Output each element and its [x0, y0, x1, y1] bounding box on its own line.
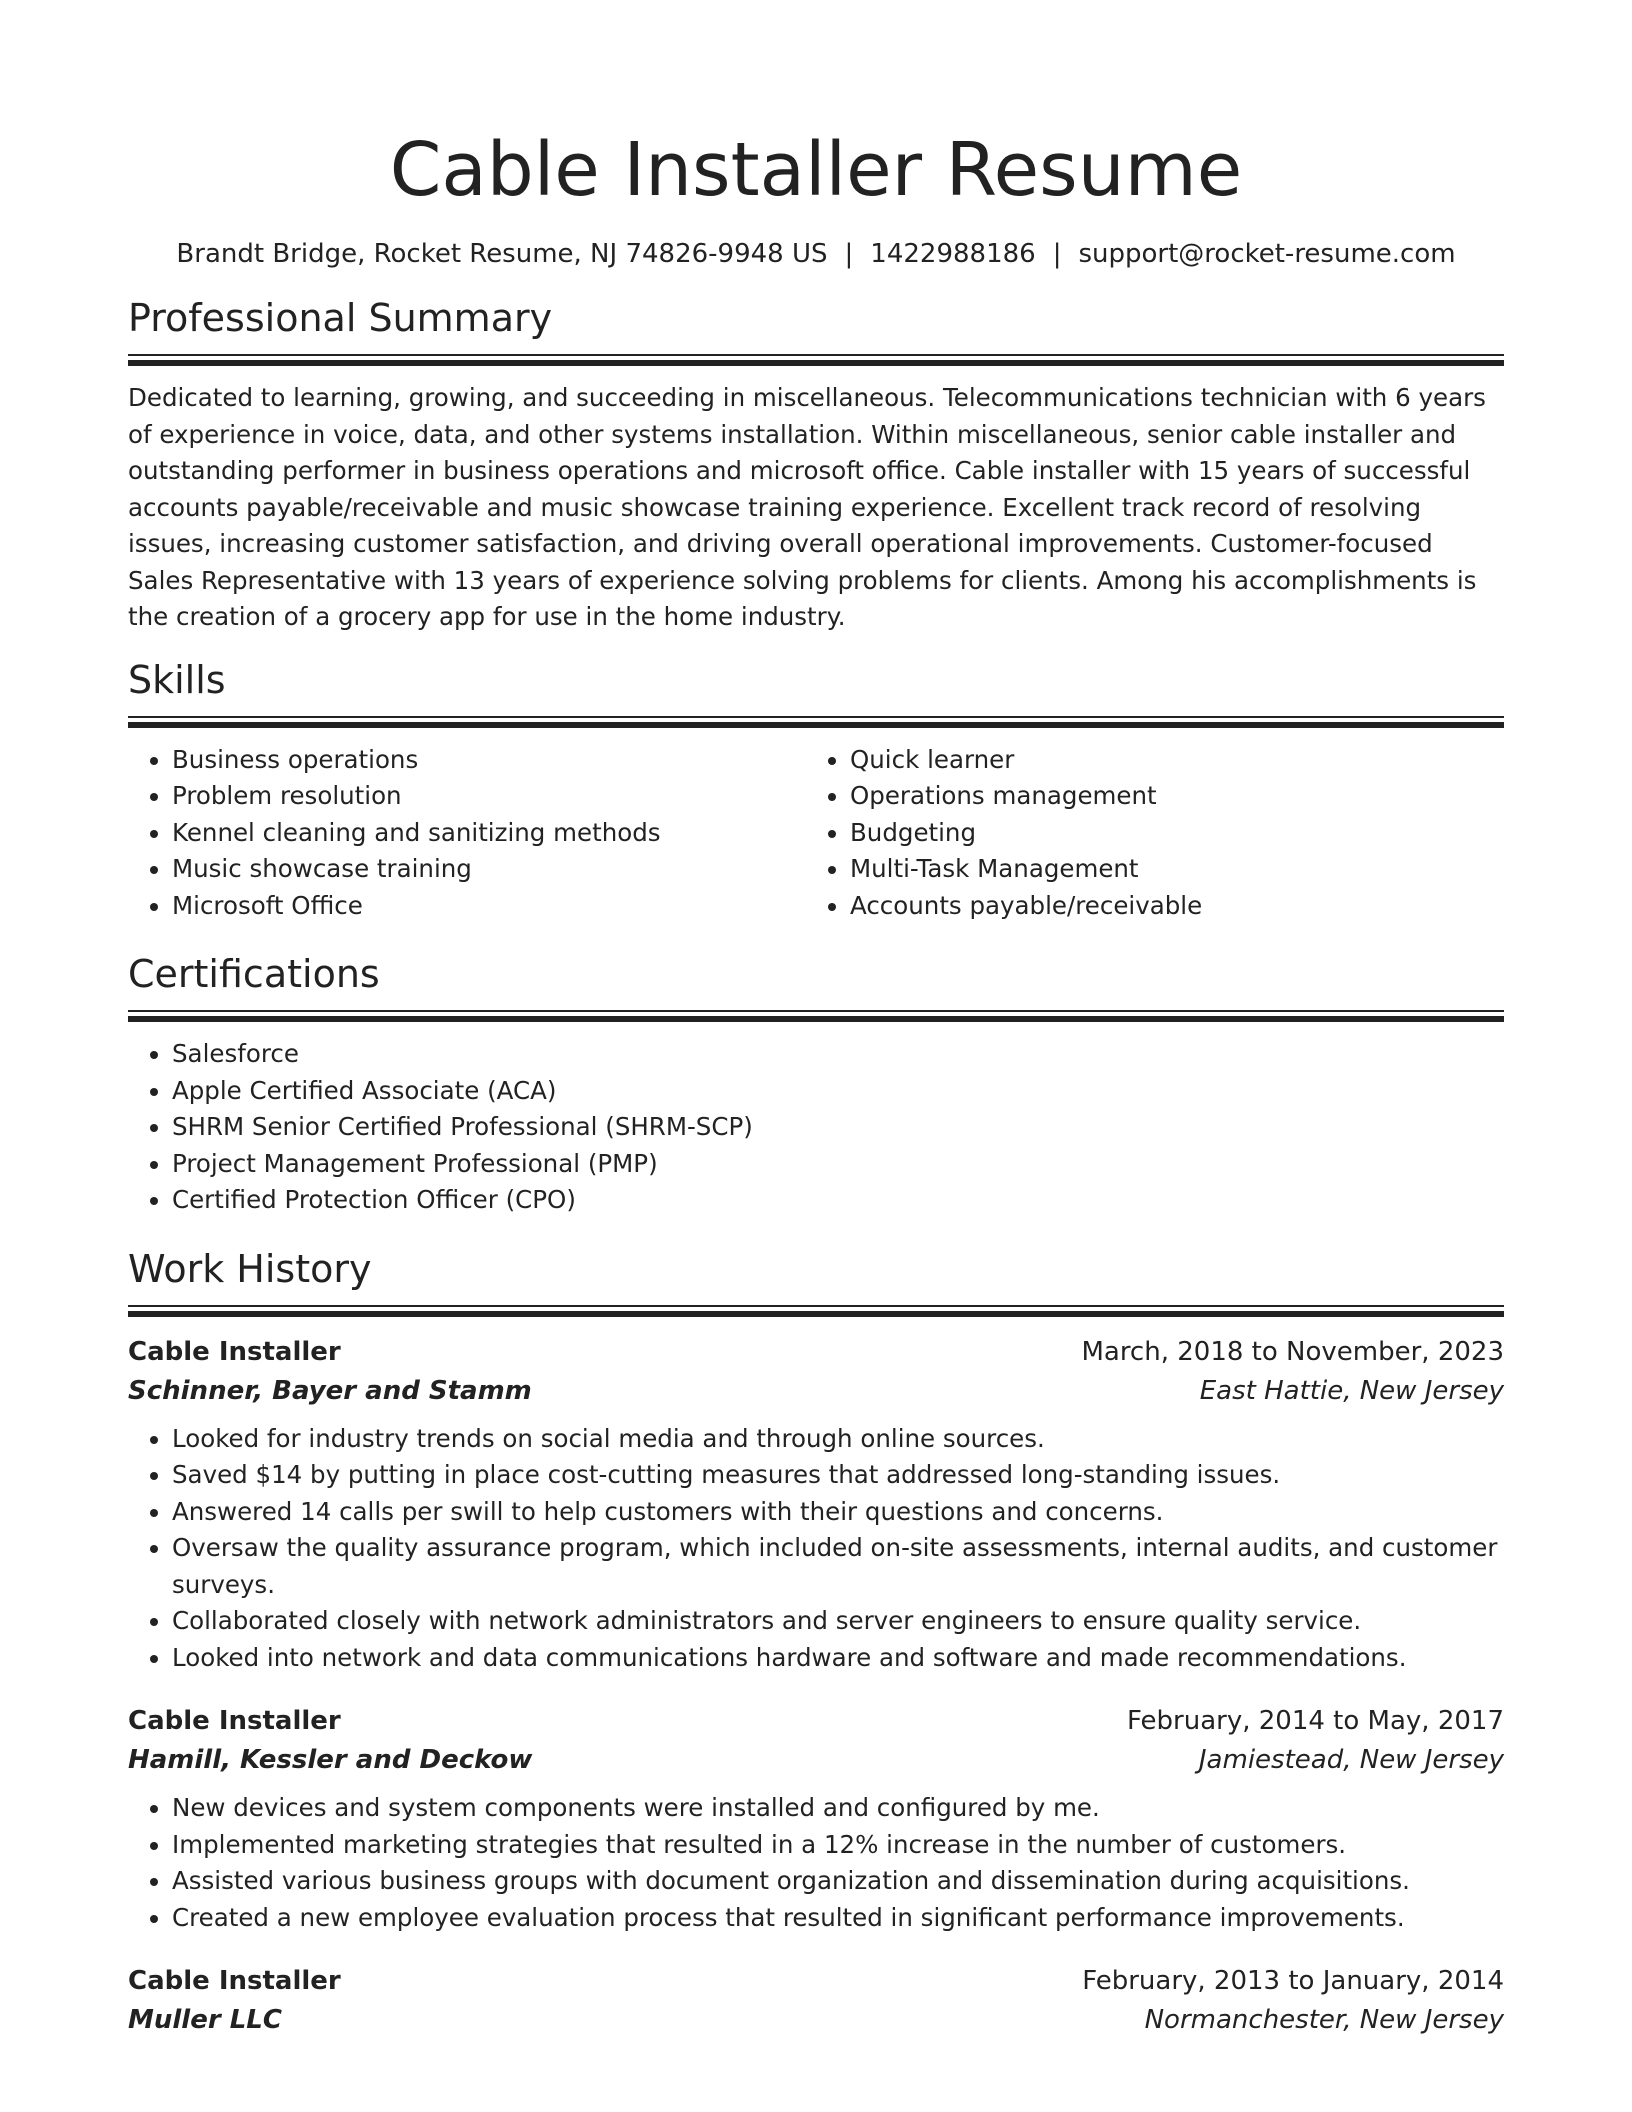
skill-item: • Problem resolution	[172, 778, 806, 815]
job-bullet: • Saved $14 by putting in place cost-cutting measures that addressed long-standing issues.	[172, 1457, 1504, 1494]
job-bullets	[128, 1790, 1504, 1936]
job-subheader	[128, 2000, 1504, 2040]
summary-section	[128, 294, 1504, 636]
contact-line	[128, 236, 1504, 272]
skill-item: • Business operations	[172, 742, 806, 779]
skill-item: • Microsoft Office	[172, 888, 806, 925]
contact-phone: 1422988186	[870, 239, 1036, 269]
job-bullet: • Assisted various business groups with document organization and dissemination during acquisitions.	[172, 1863, 1504, 1900]
job-dates: March, 2018 to November, 2023	[1081, 1336, 1504, 1367]
job-location: Normanchester, New Jersey	[1144, 2005, 1504, 2035]
job-entry	[128, 1333, 1504, 1677]
work-history-section	[128, 1245, 1504, 2041]
section-divider	[128, 716, 1504, 728]
job-bullet: • Collaborated closely with network administrators and server engineers to ensure quality service.	[172, 1603, 1504, 1640]
job-dates: February, 2014 to May, 2017	[1127, 1706, 1504, 1736]
skills-columns	[128, 742, 1504, 925]
skill-item: • Operations management	[850, 778, 1490, 815]
resume-title: Cable Installer Resume	[389, 127, 1243, 213]
section-divider	[128, 354, 1504, 366]
job-title: Cable Installer	[128, 1706, 341, 1736]
job-dates: February, 2013 to January, 2014	[1082, 1966, 1504, 1996]
skills-list-left	[128, 742, 806, 925]
job-header	[128, 1333, 1504, 1371]
certification-item: • Salesforce	[172, 1036, 1504, 1073]
job-bullet: • Oversaw the quality assurance program, which included on-site assessments, internal audits, and customer surveys.	[172, 1530, 1504, 1603]
job-bullet: • Answered 14 calls per swill to help customers with their questions and concerns.	[172, 1494, 1504, 1531]
job-bullet: • New devices and system components were installed and configured by me.	[172, 1790, 1504, 1827]
job-subheader	[128, 1740, 1504, 1780]
resume-page	[128, 0, 1504, 2040]
skill-item: • Budgeting	[850, 815, 1490, 852]
job-bullets	[128, 1421, 1504, 1677]
certification-item: • SHRM Senior Certified Professional (SHRM-SCP)	[172, 1109, 1504, 1146]
skills-list-right	[806, 742, 1490, 925]
certifications-list	[128, 1036, 1504, 1219]
work-history-heading: Work History	[128, 1246, 372, 1291]
section-divider	[128, 1010, 1504, 1022]
job-entry	[128, 1962, 1504, 2040]
job-header	[128, 1702, 1504, 1740]
contact-separator: |	[1052, 239, 1062, 269]
skill-item: • Quick learner	[850, 742, 1490, 779]
job-company: Schinner, Bayer and Stamm	[128, 1375, 532, 1406]
job-location: East Hattie, New Jersey	[1199, 1375, 1504, 1406]
job-bullet: • Implemented marketing strategies that resulted in a 12% increase in the number of customers.	[172, 1827, 1504, 1864]
certifications-heading: Certifications	[128, 952, 380, 996]
skills-section	[128, 656, 1504, 925]
certification-item: • Certified Protection Officer (CPO)	[172, 1182, 1504, 1219]
job-entry	[128, 1702, 1504, 1936]
skill-item: • Multi-Task Management	[850, 851, 1490, 888]
job-bullet: • Created a new employee evaluation process that resulted in significant performance improvements.	[172, 1900, 1504, 1937]
skill-item: • Kennel cleaning and sanitizing methods	[172, 815, 806, 852]
summary-text: Dedicated to learning, growing, and succeeding in miscellaneous. Telecommunications technician with 6 years of experience in voice, data, and other systems installation. Within miscellaneous, senior cable installer and outstanding performer in business operations and microsoft office. Cable installer with 15 years of successful accounts payable/receivable and music showcase training experience. Excellent track record of resolving issues, increasing customer satisfaction, and driving overall operational improvements. Customer-focused Sales Representative with 13 years of experience solving problems for clients. Among his accomplishments is the creation of a grocery app for use in the home industry.	[128, 383, 1486, 631]
job-company: Hamill, Kessler and Deckow	[128, 1745, 533, 1775]
summary-heading: Professional Summary	[128, 296, 553, 340]
contact-address: Brandt Bridge, Rocket Resume, NJ 74826-9948 US	[176, 239, 828, 269]
skill-item: • Accounts payable/receivable	[850, 888, 1490, 925]
certification-item: • Project Management Professional (PMP)	[172, 1146, 1504, 1183]
section-divider	[128, 1305, 1504, 1317]
skill-item: • Music showcase training	[172, 851, 806, 888]
contact-separator: |	[844, 239, 854, 269]
job-location: Jamiestead, New Jersey	[1198, 1745, 1504, 1775]
job-company: Muller LLC	[128, 2005, 282, 2035]
job-title: Cable Installer	[128, 1966, 341, 1996]
skills-heading: Skills	[128, 657, 226, 702]
contact-email[interactable]: support@rocket-resume.com	[1078, 239, 1456, 269]
certifications-section	[128, 950, 1504, 1219]
job-subheader	[128, 1371, 1504, 1411]
job-title: Cable Installer	[128, 1336, 341, 1367]
job-bullet: • Looked into network and data communications hardware and software and made recommendations.	[172, 1640, 1504, 1677]
certification-item: • Apple Certified Associate (ACA)	[172, 1073, 1504, 1110]
job-header	[128, 1962, 1504, 2000]
job-bullet: • Looked for industry trends on social media and through online sources.	[172, 1421, 1504, 1458]
